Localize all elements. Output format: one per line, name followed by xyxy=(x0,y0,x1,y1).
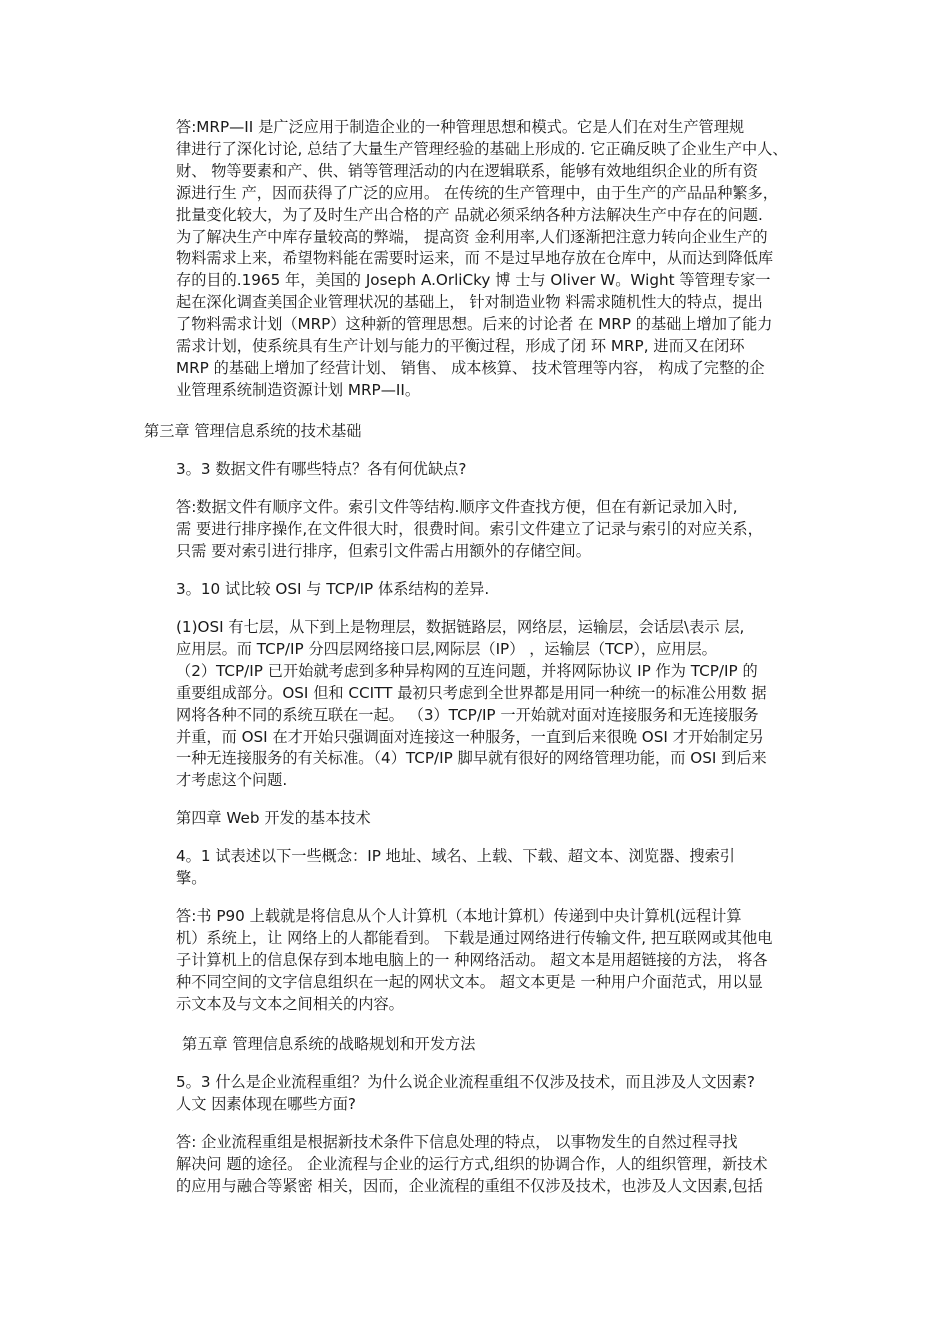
text-line: 重要组成部分。OSI 但和 CCITT 最初只考虑到全世界都是用同一种统一的标准公用数 据 xyxy=(176,683,767,702)
chapter-5-heading xyxy=(182,1034,852,1056)
text-line: 只需 要对索引进行排序，但索引文件需占用额外的存储空间。 xyxy=(176,541,591,560)
text-line: 律进行了深化讨论, 总结了大量生产管理经验的基础上形成的. 它正确反映了企业生产中人、 xyxy=(176,139,788,158)
answer-5-3 xyxy=(144,1132,814,1198)
answer-3-3 xyxy=(144,497,814,563)
text-line: 3。3 数据文件有哪些特点？各有何优缺点? xyxy=(176,460,467,478)
text-line: 财、 物等要素和产、供、销等管理活动的内在逻辑联系，能够有效地组织企业的所有资 xyxy=(176,161,758,180)
text-line: 擎。 xyxy=(176,868,207,887)
text-line: 为了解决生产中库存量较高的弊端， 提高资 金利用率,人们逐渐把注意力转向企业生产的 xyxy=(176,227,768,246)
text-line: 源进行生 产，因而获得了广泛的应用。 在传统的生产管理中，由于生产的产品品种繁多， xyxy=(176,183,778,202)
text-line: MRP 的基础上增加了经营计划、 销售、 成本核算、 技术管理等内容， 构成了完整的企 xyxy=(176,358,765,377)
text-line: 的应用与融合等紧密 相关，因而，企业流程的重组不仅涉及技术，也涉及人文因素,包括 xyxy=(176,1176,763,1195)
text-line: 子计算机上的信息保存到本地电脑上的一 种网络活动。 超文本是用超链接的方法， 将各 xyxy=(176,950,768,969)
text-line: 了物料需求计划（MRP）这种新的管理思想。后来的讨论者 在 MRP 的基础上增加了能力 xyxy=(176,315,773,334)
question-5-3 xyxy=(144,1072,814,1116)
mrp-answer-paragraph xyxy=(144,117,814,402)
text-line: 5。3 什么是企业流程重组？为什么说企业流程重组不仅涉及技术，而且涉及人文因素? xyxy=(176,1073,755,1091)
text-line: 才考虑这个问题. xyxy=(176,771,288,790)
question-3-3 xyxy=(144,459,814,481)
text-line: 人文 因素体现在哪些方面? xyxy=(176,1094,356,1113)
text-line: 机）系统上，让 网络上的人都能看到。 下载是通过网络进行传输文件, 把互联网或其他电 xyxy=(176,928,773,947)
question-4-1 xyxy=(144,846,814,890)
text-line: 业管理系统制造资源计划 MRP—II。 xyxy=(176,380,421,399)
text-line: 第五章 管理信息系统的战略规划和开发方法 xyxy=(182,1035,476,1053)
chapter-3-heading xyxy=(144,421,814,443)
text-line: 答:数据文件有顺序文件。索引文件等结构.顺序文件查找方便，但在有新记录加入时, xyxy=(176,498,738,516)
text-line: 4。1 试表述以下一些概念：IP 地址、域名、上载、下载、超文本、浏览器、搜索引 xyxy=(176,847,735,865)
text-line: 答:书 P90 上载就是将信息从个人计算机（本地计算机）传递到中央计算机(远程计算 xyxy=(176,907,742,925)
text-line: 3。10 试比较 OSI 与 TCP/IP 体系结构的差异. xyxy=(176,580,490,598)
text-line: 批量变化较大，为了及时生产出合格的产 品就必须采纳各种方法解决生产中存在的问题. xyxy=(176,205,763,224)
text-line: 解决问 题的途径。 企业流程与企业的运行方式,组织的协调合作，人的组织管理，新技术 xyxy=(176,1154,768,1173)
text-line: 存的目的.1965 年，美国的 Joseph A.OrliCky 博 士与 Oliver W。Wight 等管理专家一 xyxy=(176,271,771,290)
text-line: 需求计划，使系统具有生产计划与能力的平衡过程，形成了闭 环 MRP, 进而又在闭环 xyxy=(176,337,745,356)
text-line: 第三章 管理信息系统的技术基础 xyxy=(144,422,362,440)
text-line: 需 要进行排序操作,在文件很大时，很费时间。索引文件建立了记录与索引的对应关系， xyxy=(176,519,763,538)
text-line: 答: 企业流程重组是根据新技术条件下信息处理的特点， 以事物发生的自然过程寻找 xyxy=(176,1133,738,1151)
text-line: 种不同空间的文字信息组织在一起的网状文本。 超文本更是 一种用户介面范式，用以显 xyxy=(176,972,763,991)
question-3-10 xyxy=(144,579,814,601)
text-line: 一种无连接服务的有关标准。（4）TCP/IP 脚早就有很好的网络管理功能，而 OSI 到后来 xyxy=(176,749,767,768)
answer-4-1 xyxy=(144,906,814,1016)
text-line: 答:MRP—II 是广泛应用于制造企业的一种管理思想和模式。它是人们在对生产管理规 xyxy=(176,118,745,136)
text-line: （2）TCP/IP 已开始就考虑到多种异构网的互连问题，并将网际协议 IP 作为 TCP/IP 的 xyxy=(176,661,758,680)
text-line: 应用层。而 TCP/IP 分四层网络接口层,网际层（IP） ，运输层（TCP），应用层。 xyxy=(176,639,717,658)
text-line: 起在深化调查美国企业管理状况的基础上， 针对制造业物 料需求随机性大的特点，提出 xyxy=(176,293,763,312)
answer-3-10 xyxy=(144,617,814,792)
chapter-4-heading xyxy=(144,808,814,830)
text-line: 第四章 Web 开发的基本技术 xyxy=(176,809,371,827)
text-line: 物料需求上来，希望物料能在需要时运来，而 不是过早地存放在仓库中，从而达到降低库 xyxy=(176,249,774,268)
text-line: (1)OSI 有七层，从下到上是物理层，数据链路层，网络层，运输层，会话层\表示 层, xyxy=(176,618,745,636)
text-line: 网将各种不同的系统互联在一起。 （3）TCP/IP 一开始就对面对连接服务和无连接服务 xyxy=(176,705,759,724)
text-line: 示文本及与文本之间相关的内容。 xyxy=(176,994,404,1013)
text-line: 并重，而 OSI 在才开始只强调面对连接这一种服务，一直到后来很晚 OSI 才开始制定另 xyxy=(176,727,764,746)
